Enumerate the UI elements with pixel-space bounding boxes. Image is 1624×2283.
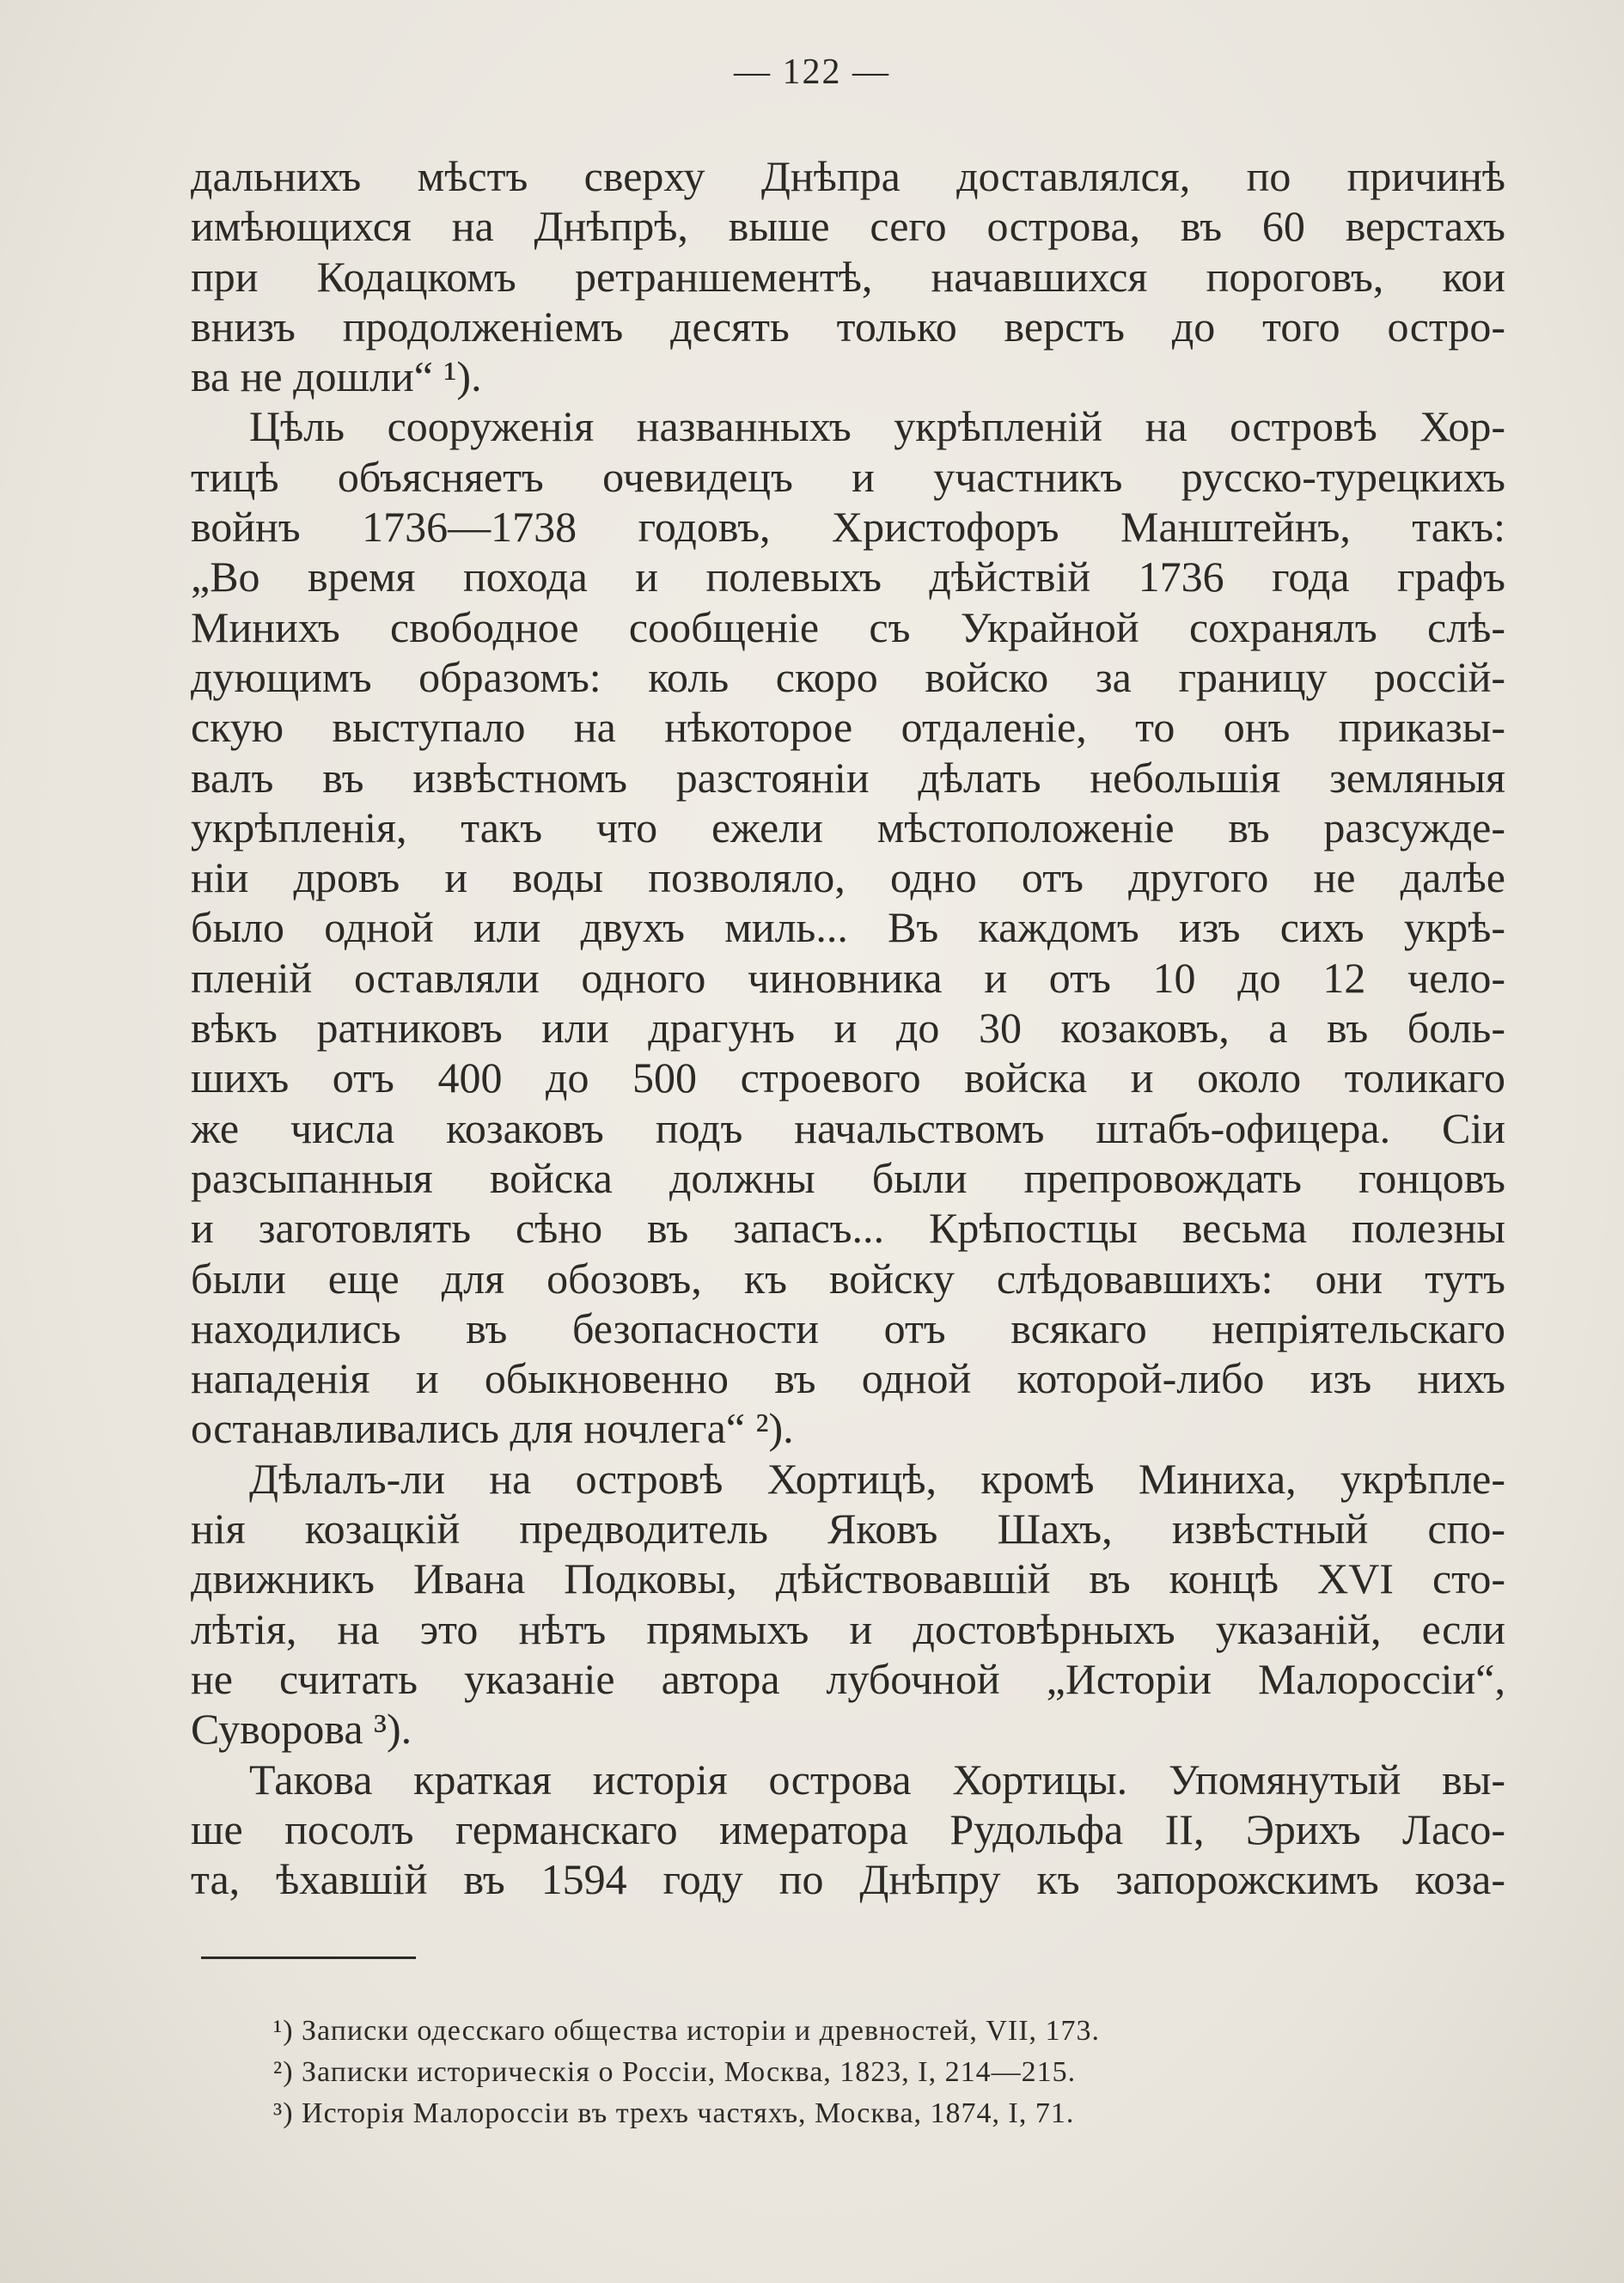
footnote-divider — [201, 1956, 416, 1959]
text-line: та, ѣхавшій въ 1594 году по Днѣпру къ запорожскимъ коза- — [191, 1855, 1505, 1904]
text-line: останавливались для ночлега“ ²). — [191, 1404, 794, 1453]
paragraph — [191, 401, 1505, 1453]
text-line: ва не дошли“ ¹). — [191, 352, 482, 401]
paragraph — [191, 1755, 1505, 1905]
text-line: дующимъ образомъ: коль скоро войско за границу россій- — [191, 652, 1505, 701]
text-line: было одной или двухъ миль... Въ каждомъ изъ сихъ укрѣ- — [191, 903, 1505, 952]
text-line: Суворова ³). — [191, 1705, 412, 1754]
text-line: Минихъ свободное сообщеніе съ Украйной сохранялъ слѣ- — [191, 602, 1505, 651]
footnote: ³) Исторія Малороссіи въ трехъ частяхъ, Москва, 1874, I, 71. — [273, 2097, 1075, 2129]
text-line: имѣющихся на Днѣпрѣ, выше сего острова, въ 60 верстахъ — [191, 202, 1505, 251]
footnote: ¹) Записки одесскаго общества исторіи и древностей, VII, 173. — [273, 2015, 1101, 2047]
text-line: тицѣ объясняетъ очевидецъ и участникъ русско-турецкихъ — [191, 452, 1505, 501]
text-line: были еще для обозовъ, къ войску слѣдовавшихъ: они тутъ — [191, 1254, 1505, 1303]
text-line: укрѣпленія, такъ что ежели мѣстоположеніе въ разсужде- — [191, 803, 1505, 852]
text-line: находились въ безопасности отъ всякаго непріятельскаго — [191, 1303, 1505, 1352]
text-line: же числа козаковъ подъ начальствомъ штабъ-офицера. Сіи — [191, 1103, 1505, 1152]
text-line: Цѣль сооруженія названныхъ укрѣпленій на островѣ Хор- — [249, 402, 1505, 451]
text-line: войнъ 1736—1738 годовъ, Христофоръ Манштейнъ, такъ: — [191, 503, 1505, 552]
text-line: ше посолъ германскаго имератора Рудольфа II, Эрихъ Ласо- — [191, 1804, 1505, 1853]
text-line: внизъ продолженіемъ десять только верстъ до того остро- — [191, 302, 1505, 351]
text-line: при Кодацкомъ ретраншементѣ, начавшихся пороговъ, кои — [191, 252, 1505, 301]
text-line: „Во время похода и полевыхъ дѣйствій 1736 года графъ — [191, 552, 1505, 601]
body-text — [191, 151, 1505, 1904]
footnote: ²) Записки историческія о Россіи, Москва, 1823, I, 214—215. — [273, 2056, 1077, 2088]
paragraph — [191, 151, 1505, 401]
text-line: скую выступало на нѣкоторое отдаленіе, то онъ приказы- — [191, 703, 1505, 752]
text-line: нія козацкій предводитель Яковъ Шахъ, извѣстный спо- — [191, 1505, 1505, 1554]
text-line: движникъ Ивана Подковы, дѣйствовавшій въ концѣ XVI сто- — [191, 1554, 1505, 1603]
text-line: разсыпанныя войска должны были препровождать гонцовъ — [191, 1153, 1505, 1202]
footnotes — [273, 2011, 1476, 2134]
text-line: и заготовлять сѣно въ запасъ... Крѣпостцы весьма полезны — [191, 1204, 1505, 1253]
text-line: валъ въ извѣстномъ разстояніи дѣлать небольшія земляныя — [191, 753, 1505, 802]
text-line: дальнихъ мѣстъ сверху Днѣпра доставлялся, по причинѣ — [191, 152, 1505, 200]
text-line: Такова краткая исторія острова Хортицы. Упомянутый вы- — [249, 1755, 1505, 1804]
text-line: Дѣлалъ-ли на островѣ Хортицѣ, кромѣ Миниха, укрѣпле- — [249, 1454, 1505, 1503]
text-line: шихъ отъ 400 до 500 строевого войска и около толикаго — [191, 1053, 1505, 1102]
text-line: лѣтія, на это нѣтъ прямыхъ и достовѣрныхъ указаній, если — [191, 1604, 1505, 1653]
text-line: нападенія и обыкновенно въ одной которой-либо изъ нихъ — [191, 1354, 1505, 1403]
paragraph — [191, 1454, 1505, 1755]
text-line: вѣкъ ратниковъ или драгунъ и до 30 козаковъ, а въ боль- — [191, 1004, 1505, 1053]
text-line: пленій оставляли одного чиновника и отъ 10 до 12 чело- — [191, 953, 1505, 1002]
text-line: не считать указаніе автора лубочной „Исторіи Малороссіи“, — [191, 1654, 1505, 1703]
text-line: ніи дровъ и воды позволяло, одно отъ другого не далѣе — [191, 853, 1505, 902]
page-number: — 122 — — [734, 52, 890, 92]
